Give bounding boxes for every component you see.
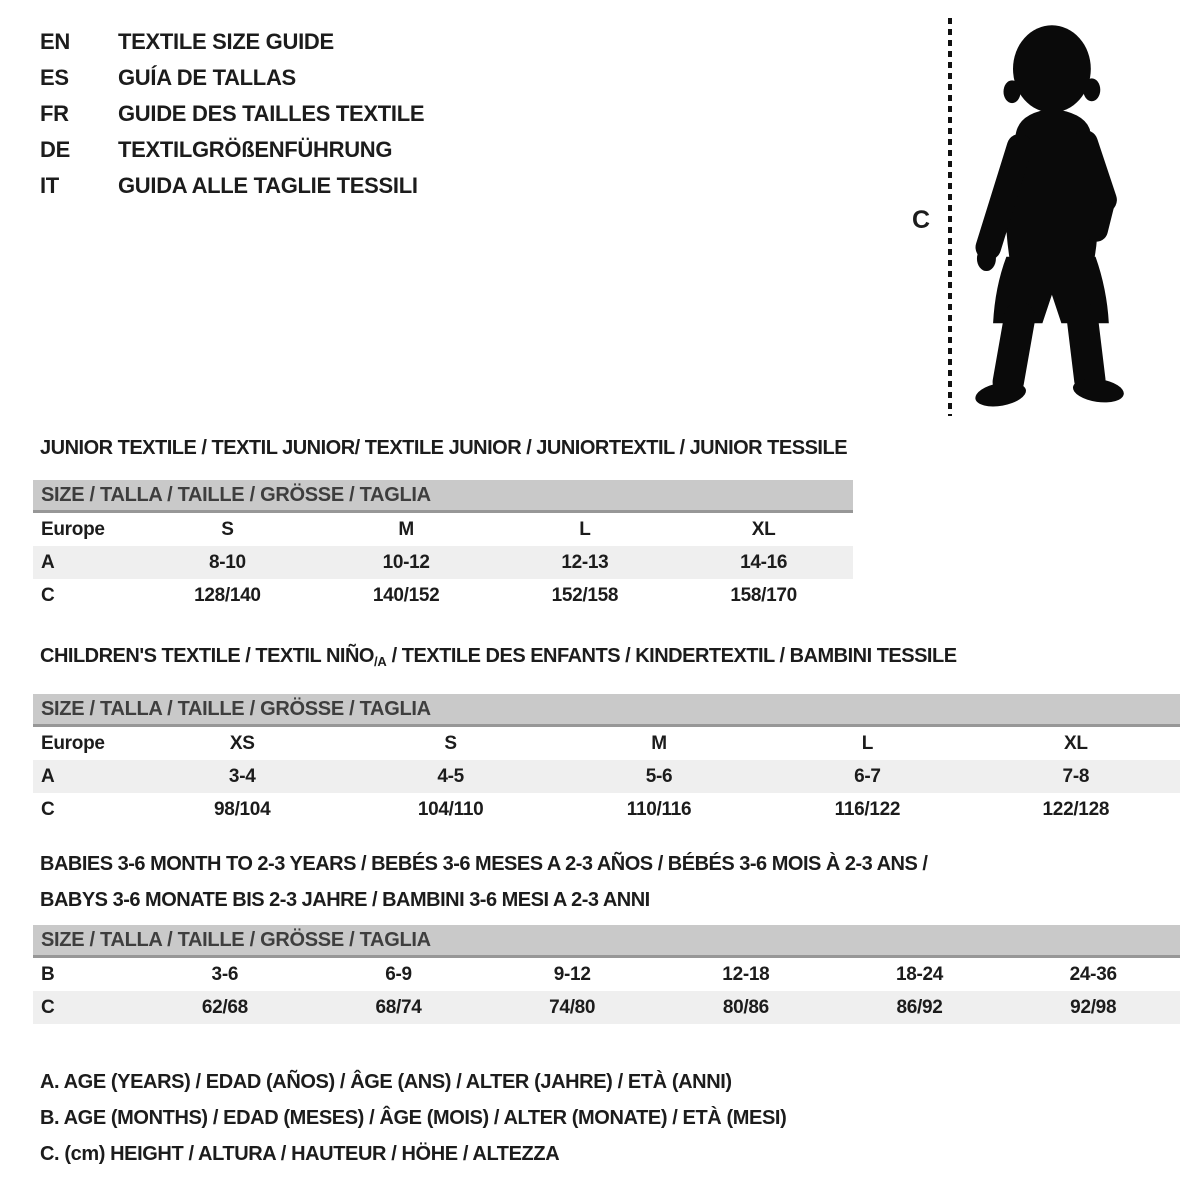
cell-value: 128/140: [194, 584, 261, 606]
table-row: [33, 513, 853, 546]
section-title-part: / TEXTILE DES ENFANTS / KINDERTEXTIL / BAMBINI TESSILE: [386, 645, 957, 667]
language-row: [40, 60, 424, 96]
table-row: [33, 579, 853, 612]
language-code: IT: [40, 173, 59, 198]
size-table: [33, 925, 1180, 1024]
cell-value: 104/110: [417, 798, 484, 820]
cell-value: 152/158: [551, 584, 619, 606]
baby-silhouette-icon: [945, 12, 1155, 420]
cell-value: 140/152: [372, 584, 440, 606]
language-title: GUIDE DES TAILLES TEXTILE: [118, 101, 425, 126]
cell-value: 9-12: [553, 963, 591, 985]
language-list: [40, 24, 424, 204]
language-row: [40, 96, 424, 132]
language-title: TEXTILE SIZE GUIDE: [118, 29, 334, 54]
note-line: B. AGE (MONTHS) / EDAD (MESES) / ÂGE (MOIS) / ALTER (MONATE) / ETÀ (MESI): [40, 1107, 787, 1129]
language-title: GUIDA ALLE TAGLIE TESSILI: [118, 173, 418, 198]
table-row: [33, 793, 1180, 826]
language-row: [40, 24, 424, 60]
language-row: [40, 132, 424, 168]
cell-value: S: [221, 518, 234, 540]
section-title-part: CHILDREN'S TEXTILE / TEXTIL NIÑO: [40, 645, 374, 667]
cell-value: 62/68: [201, 996, 248, 1018]
cell-value: 116/122: [834, 798, 901, 820]
section-title-line: BABIES 3-6 MONTH TO 2-3 YEARS / BEBÉS 3-6 MESES A 2-3 AÑOS / BÉBÉS 3-6 MOIS À 2-3 ANS /: [40, 853, 928, 875]
language-title: GUÍA DE TALLAS: [118, 65, 296, 90]
cell-value: 6-9: [385, 963, 412, 985]
size-table: [33, 694, 1180, 826]
cell-value: S: [444, 732, 457, 754]
table-header-label: SIZE / TALLA / TAILLE / GRÖSSE / TAGLIA: [41, 928, 431, 951]
cell-value: 6-7: [854, 765, 881, 787]
cell-value: 8-10: [208, 551, 246, 573]
cell-value: XL: [751, 518, 776, 540]
row-label: B: [41, 963, 55, 985]
table-row: [33, 760, 1180, 793]
row-label: C: [41, 798, 55, 820]
table-header-bar: [33, 925, 1180, 958]
language-code: DE: [40, 137, 70, 162]
table-header-bar: [33, 480, 853, 513]
cell-value: 7-8: [1062, 765, 1090, 787]
figure-height-label: C: [912, 206, 931, 234]
table-header-label: SIZE / TALLA / TAILLE / GRÖSSE / TAGLIA: [41, 697, 431, 720]
row-label: A: [41, 551, 55, 573]
language-code: ES: [40, 65, 69, 90]
cell-value: 5-6: [645, 765, 673, 787]
cell-value: 4-5: [437, 765, 464, 787]
section-junior: [33, 430, 853, 612]
table-row: [33, 991, 1180, 1024]
cell-value: 122/128: [1042, 798, 1110, 820]
cell-value: 3-6: [211, 963, 239, 985]
cell-value: 158/170: [730, 584, 797, 606]
cell-value: 80/86: [722, 996, 769, 1018]
cell-value: 98/104: [214, 798, 271, 820]
section-title: [33, 846, 1180, 918]
section-title: [33, 430, 853, 466]
size-table: [33, 480, 853, 612]
table-row: [33, 546, 853, 579]
cell-value: 10-12: [382, 551, 430, 573]
row-label: Europe: [41, 518, 105, 540]
table-header-bar: [33, 694, 1180, 727]
cell-value: 24-36: [1069, 963, 1117, 985]
cell-value: 12-13: [561, 551, 609, 573]
section-title-line: BABYS 3-6 MONATE BIS 2-3 JAHRE / BAMBINI 3-6 MESI A 2-3 ANNI: [40, 889, 650, 911]
table-row: [33, 958, 1180, 991]
cell-value: L: [579, 518, 591, 540]
cell-value: 68/74: [375, 996, 422, 1018]
cell-value: 18-24: [895, 963, 944, 985]
cell-value: XL: [1063, 732, 1088, 754]
language-title: TEXTILGRÖßENFÜHRUNG: [118, 137, 393, 162]
section-title-part: /A: [373, 654, 387, 669]
cell-value: XS: [229, 732, 255, 754]
section-children: [33, 638, 1180, 826]
cell-value: M: [398, 518, 414, 540]
cell-value: 86/92: [896, 996, 943, 1018]
cell-value: L: [861, 732, 874, 754]
row-label: A: [41, 765, 55, 787]
language-code: FR: [40, 101, 69, 126]
row-label: C: [41, 584, 55, 606]
table-header-label: SIZE / TALLA / TAILLE / GRÖSSE / TAGLIA: [41, 483, 431, 506]
note-line: C. (cm) HEIGHT / ALTURA / HAUTEUR / HÖHE / ALTEZZA: [40, 1143, 560, 1165]
language-row: [40, 168, 424, 204]
table-row: [33, 727, 1180, 760]
note-line: A. AGE (YEARS) / EDAD (AÑOS) / ÂGE (ANS) / ALTER (JAHRE) / ETÀ (ANNI): [40, 1071, 732, 1093]
row-label: Europe: [41, 732, 105, 754]
section-title: [33, 638, 1180, 680]
cell-value: 74/80: [549, 996, 596, 1018]
cell-value: 3-4: [228, 765, 256, 787]
cell-value: 14-16: [740, 551, 788, 573]
cell-value: 110/116: [626, 798, 692, 820]
row-label: C: [41, 996, 55, 1018]
language-code: EN: [40, 29, 70, 54]
cell-value: 12-18: [722, 963, 770, 985]
cell-value: M: [651, 732, 667, 754]
cell-value: 92/98: [1070, 996, 1117, 1018]
section-babies: [33, 846, 1180, 1024]
size-key-notes: [40, 1064, 786, 1172]
section-title-line: JUNIOR TEXTILE / TEXTIL JUNIOR/ TEXTILE JUNIOR / JUNIORTEXTIL / JUNIOR TESSILE: [40, 437, 848, 459]
